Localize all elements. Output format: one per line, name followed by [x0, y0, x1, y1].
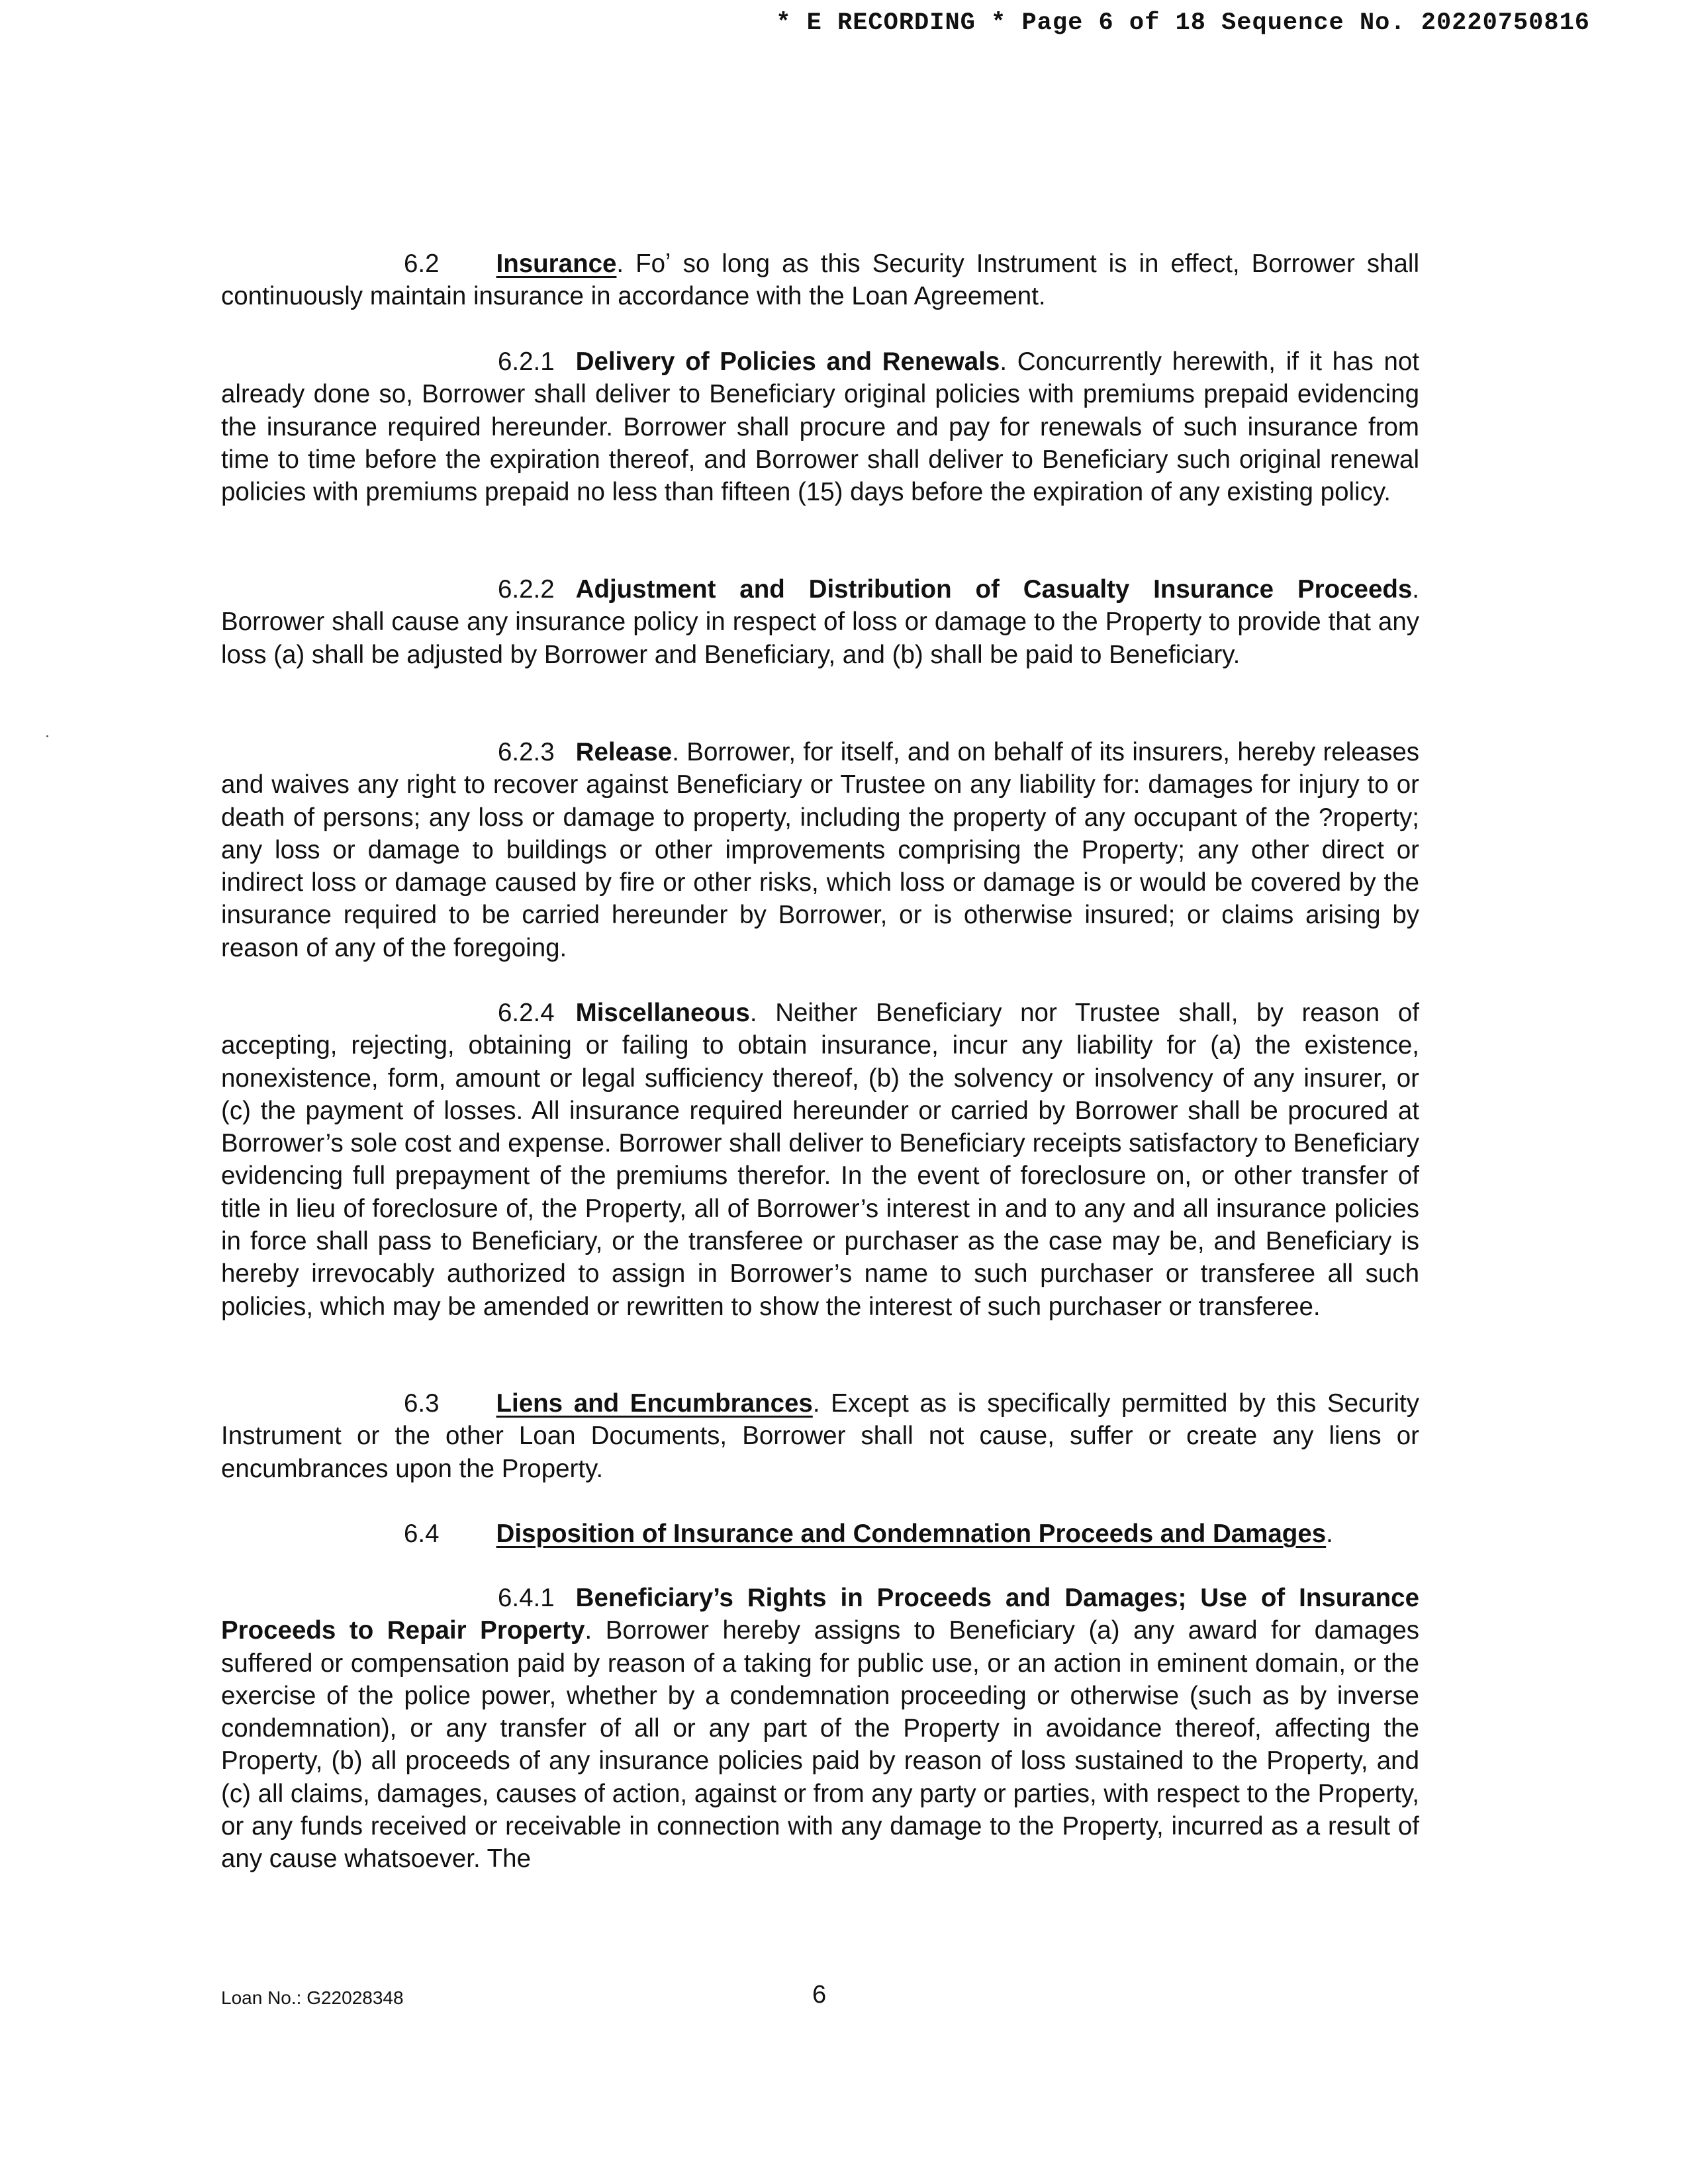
- section-6-4-1: [221, 1582, 1419, 1876]
- section-number: 6.3: [404, 1389, 440, 1418]
- section-text: . Neither Beneficiary nor Trustee shall, by reason of accepting, rejecting, obtaining or failing to obtain insurance, incur any liability for (a) the existence, nonexistence, form, amount or legal sufficiency thereof, (b) the solvency or insolvency of any insurer, or (c) the payment of losses. All insurance required hereunder or carried by Borrower shall be procured at Borrower’s sole cost and expense. Borrower shall deliver to Beneficiary receipts satisfactory to Beneficiary evidencing full prepayment of the premiums therefor. In the event of foreclosure on, or other transfer of title in lieu of foreclosure of, the Property, all of Borrower’s interest in and to any and all insurance policies in force shall pass to Beneficiary, or the transferee or puгchaser as the case may be, and Beneficiary is hereby irrevocably authorized to assign in Borrower’s name to such purchaser or transferee all such policies, which may be amended or rewritten to show the interest of such purchaser or transferee.: [221, 999, 1419, 1321]
- recording-header: * E RECORDING * Page 6 of 18 Sequence No. 20220750816: [776, 9, 1590, 37]
- section-6-2-4: [221, 997, 1419, 1323]
- section-text: . Concurrently herewith, if it has not already done so, Borrower shall deliver to Beneficiary original policies with premiums prepaid evidencing the insurance required hereunder. Borrower shall procure and pay for renewals of such insurance from time to time before the expiration thereof, and Borrower shall deliver to Beneficiary such original renewal policies with premiums prepaid no less than fifteen (15) days before the expiration of any existing policy.: [221, 347, 1419, 507]
- section-6-2-2: [221, 573, 1419, 671]
- section-number: 6.2.2: [498, 575, 555, 604]
- section-title: Miscellaneous: [575, 999, 750, 1027]
- scan-speck: [46, 735, 48, 737]
- section-title: Beneficiary’s Rights in Proceeds and Damages; Use of Insurance Proceeds to Repair Property: [221, 1584, 1419, 1645]
- section-text: . Borrower, for itself, and on behalf of its insurers, hereby releases and waives any right to recover against Beneficiary or Trustee on any liability for: damages for injury to or death of persons; any loss or damage to property, including the property of any occupant of the ?roperty; any loss or damage to buildings or other improvements comprising the Property; any other direct or indirect loss or damage caused by fire or other risks, which loss or damage is or would be covered by the insurance required to be carried hereunder by Borrower, or is otherwise insured; or claims arising by reason of any of the foregoing.: [221, 738, 1419, 962]
- section-title: Liens and Encumbrances: [496, 1389, 813, 1418]
- section-text: . Borrower shall cause any insurance policy in respect of loss or damage to the Property to provide that any loss (a) shall be adjusted by Borrower and Beneficiary, and (b) shall be paid to Beneficiary.: [221, 575, 1419, 669]
- loan-number: Loan No.: G22028348: [221, 1987, 404, 2008]
- section-title: Release: [575, 738, 673, 766]
- section-text: .: [1326, 1520, 1333, 1548]
- section-title: Disposition of Insurance and Condemnation Proceeds and Damages: [496, 1520, 1327, 1548]
- section-number: 6.4.1: [498, 1584, 555, 1612]
- section-text: . Foʼ so long as this Security Instrument is in effect, Borrower shall continuously maintain insurance in accordance with the Loan Agreement.: [221, 250, 1419, 311]
- section-title: Adjustment and Distribution of Casualty Insurance Proceeds: [575, 575, 1413, 604]
- section-number: 6.2.4: [498, 999, 555, 1027]
- section-text: . Borrower hereby assigns to Beneficiary (a) any award for damages suffered or compensation paid by reason of a taking for public use, or an action in eminent domain, or the exercise of the police power, whether by a condemnation proceeding or otherwise (such as by inverse condemnation), or any transfer of all or any part of the Property in avoidance thereof, affecting the Property, (b) all proceeds of any insurance policies paid by reason of loss sustained to the Property, and (c) all claims, damages, causes of action, against or from any party or parties, with respect to the Property, or any funds received or receivable in connection with any damage to the Property, incurred as a result of any cause whatsoever. The: [221, 1616, 1419, 1874]
- section-6-2-1: [221, 345, 1419, 508]
- section-6-2-3: [221, 736, 1419, 964]
- section-number: 6.2.3: [498, 738, 555, 766]
- section-title: Delivery of Policies and Renewals: [575, 347, 1000, 376]
- section-6-4: [221, 1518, 1419, 1550]
- section-number: 6.2.1: [498, 347, 555, 376]
- section-number: 6.2: [404, 250, 440, 278]
- section-text: . Except as is specifically permitted by this Security Instrument or the other Loan Documents, Borrower shall not cause, suffer or create any liens or encumbrances upon the Property.: [221, 1389, 1420, 1483]
- section-6-3: [221, 1387, 1419, 1485]
- section-title: Insurance: [496, 250, 617, 278]
- section-number: 6.4: [404, 1520, 440, 1548]
- section-6-2: [221, 248, 1419, 313]
- page-number: 6: [812, 1981, 827, 2009]
